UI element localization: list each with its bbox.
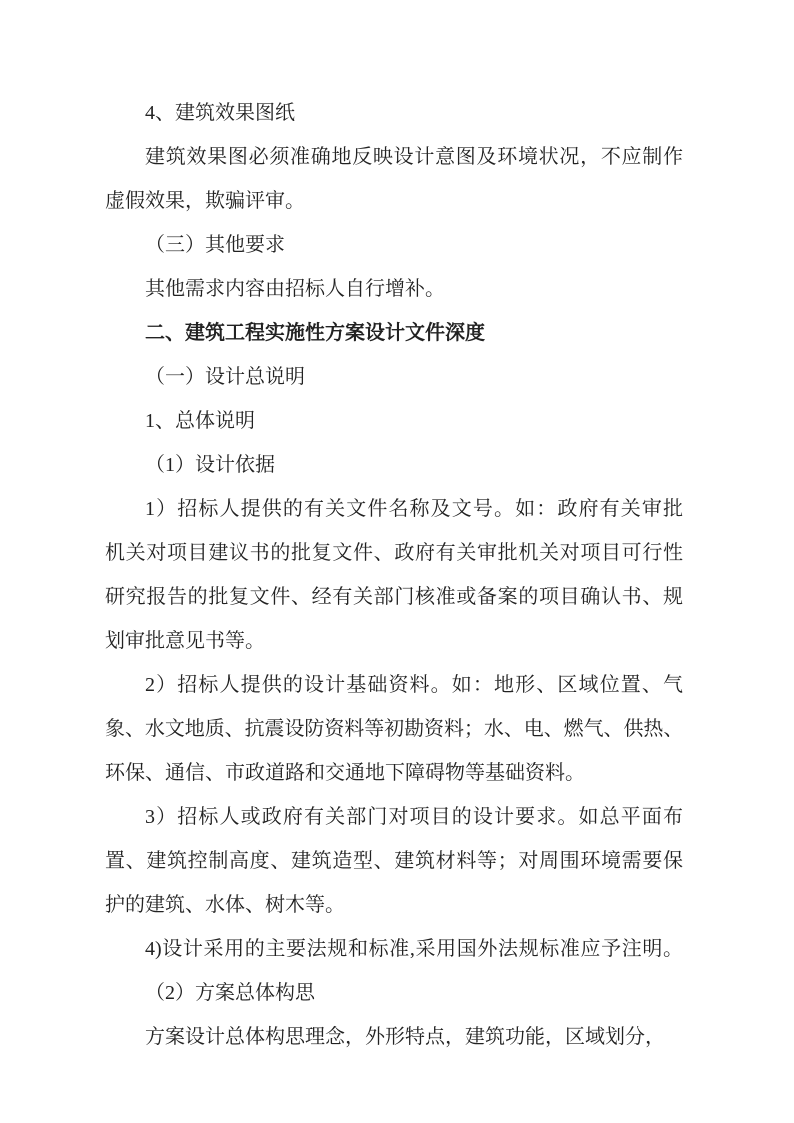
text-line: 虚假效果，欺骗评审。 (105, 190, 305, 212)
text-line: 4、建筑效果图纸 (145, 102, 295, 124)
text-line: 环保、通信、市政道路和交通地下障碍物等基础资料。 (105, 762, 585, 784)
text-line: 方案设计总体构思理念，外形特点，建筑功能，区域划分， (145, 1026, 665, 1048)
text-line: 1）招标人提供的有关文件名称及文号。如：政府有关审批 (145, 498, 683, 520)
text-line: （2）方案总体构思 (145, 982, 315, 1004)
text-line: 划审批意见书等。 (105, 630, 265, 652)
paragraph (105, 399, 683, 443)
text-line: （1）设计依据 (145, 454, 275, 476)
text-line: 象、水文地质、抗震设防资料等初勘资料；水、电、燃气、供热、 (105, 718, 683, 740)
paragraph (105, 223, 683, 267)
text-line: （一）设计总说明 (145, 366, 305, 388)
text-line: 4)设计采用的主要法规和标准,采用国外法规标准应予注明。 (145, 938, 683, 960)
paragraph (105, 91, 683, 135)
paragraph (105, 795, 683, 927)
paragraph (105, 135, 683, 223)
text-line: 3）招标人或政府有关部门对项目的设计要求。如总平面布 (145, 806, 683, 828)
text-line: （三）其他要求 (145, 234, 285, 256)
paragraph (105, 487, 683, 663)
paragraph (105, 355, 683, 399)
text-line: 置、建筑控制高度、建筑造型、建筑材料等；对周围环境需要保 (105, 850, 683, 872)
document-content (105, 91, 683, 1059)
text-line: 二、建筑工程实施性方案设计文件深度 (145, 322, 485, 344)
paragraph (105, 927, 683, 971)
paragraph (105, 971, 683, 1015)
text-line: 2）招标人提供的设计基础资料。如：地形、区域位置、气 (145, 674, 683, 696)
text-line: 研究报告的批复文件、经有关部门核准或备案的项目确认书、规 (105, 586, 683, 608)
text-line: 其他需求内容由招标人自行增补。 (145, 278, 445, 300)
paragraph (105, 663, 683, 795)
text-line: 建筑效果图必须准确地反映设计意图及环境状况，不应制作 (145, 146, 683, 168)
text-line: 护的建筑、水体、树木等。 (105, 894, 345, 916)
section-heading (105, 311, 683, 355)
paragraph (105, 267, 683, 311)
paragraph (105, 1015, 683, 1059)
text-line: 机关对项目建议书的批复文件、政府有关审批机关对项目可行性 (105, 542, 683, 564)
text-line: 1、总体说明 (145, 410, 255, 432)
paragraph (105, 443, 683, 487)
